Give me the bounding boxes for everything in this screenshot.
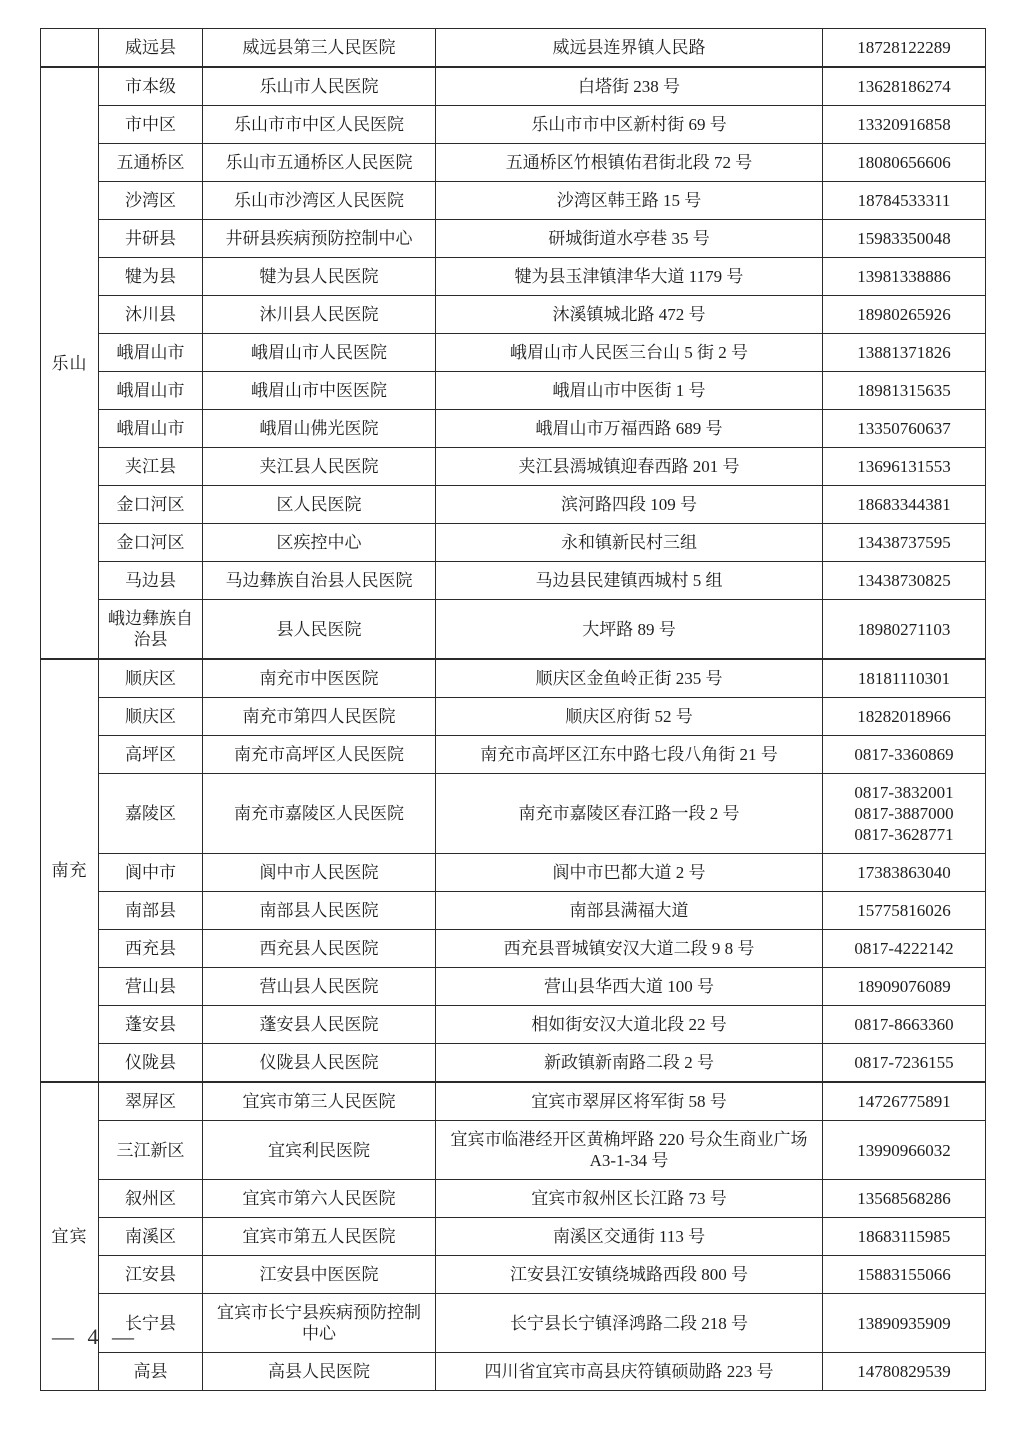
phone-cell [823, 1044, 986, 1083]
phone-number: 0817-4222142 [854, 939, 954, 958]
phone-cell [823, 562, 986, 600]
phone-cell [823, 296, 986, 334]
facility-cell: 南充市高坪区人民医院 [203, 736, 436, 774]
table-row [41, 106, 986, 144]
district-cell: 叙州区 [99, 1180, 203, 1218]
phone-cell [823, 182, 986, 220]
district-cell: 马边县 [99, 562, 203, 600]
phone-cell [823, 1082, 986, 1121]
table-row [41, 930, 986, 968]
phone-cell [823, 334, 986, 372]
district-cell: 三江新区 [99, 1121, 203, 1180]
phone-cell [823, 698, 986, 736]
address-cell: 滨河路四段 109 号 [436, 486, 823, 524]
address-cell: 犍为县玉津镇津华大道 1179 号 [436, 258, 823, 296]
district-cell: 市本级 [99, 67, 203, 106]
facility-cell: 江安县中医医院 [203, 1256, 436, 1294]
table-row [41, 410, 986, 448]
phone-number: 18980265926 [857, 305, 951, 324]
phone-number: 13628186274 [857, 77, 951, 96]
address-cell: 相如街安汉大道北段 22 号 [436, 1006, 823, 1044]
table-row [41, 736, 986, 774]
district-cell: 高坪区 [99, 736, 203, 774]
address-cell: 峨眉山市万福西路 689 号 [436, 410, 823, 448]
facility-cell: 营山县人民医院 [203, 968, 436, 1006]
district-cell: 夹江县 [99, 448, 203, 486]
phone-cell [823, 410, 986, 448]
phone-number: 13890935909 [857, 1313, 951, 1333]
table-row [41, 1294, 986, 1353]
district-cell: 阆中市 [99, 854, 203, 892]
address-cell: 峨眉山市中医街 1 号 [436, 372, 823, 410]
phone-number: 15983350048 [857, 229, 951, 248]
address-cell: 四川省宜宾市高县庆符镇硕勋路 223 号 [436, 1353, 823, 1391]
address-cell: 夹江县漹城镇迎春西路 201 号 [436, 448, 823, 486]
address-cell: 五通桥区竹根镇佑君街北段 72 号 [436, 144, 823, 182]
district-cell: 峨眉山市 [99, 334, 203, 372]
district-cell: 沐川县 [99, 296, 203, 334]
phone-cell [823, 659, 986, 698]
table-row [41, 296, 986, 334]
phone-cell [823, 600, 986, 660]
phone-number: 13990966032 [857, 1140, 951, 1160]
table-row [41, 258, 986, 296]
address-cell: 南溪区交通街 113 号 [436, 1218, 823, 1256]
phone-cell [823, 774, 986, 854]
facility-cell: 峨眉山市中医医院 [203, 372, 436, 410]
address-cell: 南充市嘉陵区春江路一段 2 号 [436, 774, 823, 854]
phone-cell [823, 448, 986, 486]
district-cell: 金口河区 [99, 486, 203, 524]
address-cell: 沐溪镇城北路 472 号 [436, 296, 823, 334]
phone-number: 13438730825 [857, 571, 951, 590]
district-cell: 高县 [99, 1353, 203, 1391]
facility-cell: 乐山市沙湾区人民医院 [203, 182, 436, 220]
phone-number: 0817-3360869 [854, 745, 954, 764]
facility-cell: 犍为县人民医院 [203, 258, 436, 296]
phone-cell [823, 892, 986, 930]
facility-table [40, 28, 986, 1391]
phone-number: 13350760637 [857, 419, 951, 438]
address-cell: 威远县连界镇人民路 [436, 29, 823, 68]
table-row [41, 774, 986, 854]
district-cell: 南部县 [99, 892, 203, 930]
phone-number: 0817-3832001 [854, 783, 954, 802]
facility-cell: 南充市第四人民医院 [203, 698, 436, 736]
address-cell: 营山县华西大道 100 号 [436, 968, 823, 1006]
facility-cell: 西充县人民医院 [203, 930, 436, 968]
table-row [41, 1044, 986, 1083]
district-cell: 西充县 [99, 930, 203, 968]
district-cell: 峨边彝族自治县 [99, 600, 203, 660]
phone-number: 0817-3628771 [854, 825, 954, 844]
phone-number: 14780829539 [857, 1362, 951, 1381]
phone-number: 0817-7236155 [854, 1053, 954, 1072]
phone-cell [823, 854, 986, 892]
table-row [41, 1218, 986, 1256]
phone-number: 15883155066 [857, 1265, 951, 1284]
phone-number: 18981315635 [857, 381, 951, 400]
table-row [41, 67, 986, 106]
phone-number: 13320916858 [857, 115, 951, 134]
phone-number: 13696131553 [857, 457, 951, 476]
district-cell: 翠屏区 [99, 1082, 203, 1121]
address-cell: 江安县江安镇绕城路西段 800 号 [436, 1256, 823, 1294]
facility-cell: 乐山市人民医院 [203, 67, 436, 106]
facility-cell: 区人民医院 [203, 486, 436, 524]
address-cell: 沙湾区韩王路 15 号 [436, 182, 823, 220]
phone-number: 18080656606 [857, 153, 951, 172]
region-cell: 宜宾 [41, 1082, 99, 1391]
address-cell: 永和镇新民村三组 [436, 524, 823, 562]
district-cell: 井研县 [99, 220, 203, 258]
facility-cell: 宜宾市第三人民医院 [203, 1082, 436, 1121]
region-cell: 乐山 [41, 67, 99, 659]
address-cell: 顺庆区金鱼岭正街 235 号 [436, 659, 823, 698]
phone-cell [823, 1218, 986, 1256]
table-row [41, 372, 986, 410]
district-cell: 江安县 [99, 1256, 203, 1294]
facility-cell: 高县人民医院 [203, 1353, 436, 1391]
address-cell: 西充县晋城镇安汉大道二段 9 8 号 [436, 930, 823, 968]
facility-cell: 宜宾市第五人民医院 [203, 1218, 436, 1256]
district-cell: 蓬安县 [99, 1006, 203, 1044]
address-cell: 马边县民建镇西城村 5 组 [436, 562, 823, 600]
phone-number: 18181110301 [857, 669, 951, 688]
address-cell: 宜宾市叙州区长江路 73 号 [436, 1180, 823, 1218]
district-cell: 嘉陵区 [99, 774, 203, 854]
phone-number: 14726775891 [857, 1092, 951, 1111]
table-row [41, 144, 986, 182]
district-cell: 犍为县 [99, 258, 203, 296]
phone-number: 18980271103 [857, 619, 951, 639]
table-row [41, 334, 986, 372]
address-cell: 宜宾市临港经开区黄桷坪路 220 号众生商业广场 A3-1-34 号 [436, 1121, 823, 1180]
phone-number: 18282018966 [857, 707, 951, 726]
phone-number: 0817-8663360 [854, 1015, 954, 1034]
phone-number: 18683115985 [857, 1227, 951, 1246]
phone-number: 18909076089 [857, 977, 951, 996]
address-cell: 白塔街 238 号 [436, 67, 823, 106]
phone-number: 17383863040 [857, 863, 951, 882]
phone-number: 15775816026 [857, 901, 951, 920]
page-number: — 4 — [52, 1324, 138, 1349]
facility-cell: 井研县疾病预防控制中心 [203, 220, 436, 258]
facility-cell: 区疾控中心 [203, 524, 436, 562]
facility-cell: 夹江县人民医院 [203, 448, 436, 486]
phone-cell [823, 258, 986, 296]
phone-cell [823, 930, 986, 968]
address-cell: 大坪路 89 号 [436, 600, 823, 660]
district-cell: 五通桥区 [99, 144, 203, 182]
address-cell: 南部县满福大道 [436, 892, 823, 930]
phone-number: 18683344381 [857, 495, 951, 514]
facility-cell: 县人民医院 [203, 600, 436, 660]
facility-cell: 南部县人民医院 [203, 892, 436, 930]
phone-cell [823, 67, 986, 106]
district-cell: 营山县 [99, 968, 203, 1006]
table-row [41, 659, 986, 698]
phone-cell [823, 1180, 986, 1218]
address-cell: 顺庆区府街 52 号 [436, 698, 823, 736]
phone-cell [823, 486, 986, 524]
table-row [41, 486, 986, 524]
district-cell: 顺庆区 [99, 659, 203, 698]
phone-cell [823, 220, 986, 258]
table-row [41, 220, 986, 258]
phone-cell [823, 106, 986, 144]
table-row [41, 854, 986, 892]
facility-cell: 峨眉山市人民医院 [203, 334, 436, 372]
table-row [41, 892, 986, 930]
phone-number: 13568568286 [857, 1189, 951, 1208]
phone-number: 18728122289 [857, 38, 951, 57]
table-row [41, 698, 986, 736]
phone-cell [823, 1353, 986, 1391]
facility-cell: 威远县第三人民医院 [203, 29, 436, 68]
district-cell: 威远县 [99, 29, 203, 68]
phone-cell [823, 29, 986, 68]
phone-cell [823, 1256, 986, 1294]
phone-number: 0817-3887000 [854, 804, 954, 823]
address-cell: 南充市高坪区江东中路七段八角街 21 号 [436, 736, 823, 774]
district-cell: 顺庆区 [99, 698, 203, 736]
phone-number: 13438737595 [857, 533, 951, 552]
table-row [41, 29, 986, 68]
table-row [41, 1082, 986, 1121]
district-cell: 长宁县 [99, 1294, 203, 1353]
phone-cell [823, 144, 986, 182]
facility-cell: 宜宾利民医院 [203, 1121, 436, 1180]
table-row [41, 562, 986, 600]
phone-cell [823, 1006, 986, 1044]
phone-cell [823, 1121, 986, 1180]
address-cell: 新政镇新南路二段 2 号 [436, 1044, 823, 1083]
district-cell: 仪陇县 [99, 1044, 203, 1083]
district-cell: 沙湾区 [99, 182, 203, 220]
table-row [41, 1006, 986, 1044]
facility-cell: 峨眉山佛光医院 [203, 410, 436, 448]
table-row [41, 524, 986, 562]
district-cell: 峨眉山市 [99, 372, 203, 410]
phone-number: 13881371826 [857, 343, 951, 362]
phone-number: 18784533311 [857, 191, 951, 210]
facility-cell: 南充市中医医院 [203, 659, 436, 698]
table-row [41, 1180, 986, 1218]
facility-cell: 沐川县人民医院 [203, 296, 436, 334]
phone-cell [823, 736, 986, 774]
region-cell [41, 29, 99, 68]
address-cell: 研城街道水亭巷 35 号 [436, 220, 823, 258]
facility-cell: 阆中市人民医院 [203, 854, 436, 892]
table-row [41, 1353, 986, 1391]
facility-cell: 宜宾市长宁县疾病预防控制中心 [203, 1294, 436, 1353]
district-cell: 市中区 [99, 106, 203, 144]
district-cell: 金口河区 [99, 524, 203, 562]
phone-cell [823, 524, 986, 562]
table-row [41, 1121, 986, 1180]
phone-cell [823, 1294, 986, 1353]
facility-table-body [41, 29, 986, 1391]
address-cell: 长宁县长宁镇泽鸿路二段 218 号 [436, 1294, 823, 1353]
facility-cell: 乐山市市中区人民医院 [203, 106, 436, 144]
table-row [41, 1256, 986, 1294]
table-row [41, 968, 986, 1006]
region-cell: 南充 [41, 659, 99, 1082]
facility-cell: 蓬安县人民医院 [203, 1006, 436, 1044]
facility-cell: 马边彝族自治县人民医院 [203, 562, 436, 600]
address-cell: 乐山市市中区新村街 69 号 [436, 106, 823, 144]
district-cell: 峨眉山市 [99, 410, 203, 448]
table-row [41, 182, 986, 220]
table-row [41, 448, 986, 486]
address-cell: 峨眉山市人民医三台山 5 街 2 号 [436, 334, 823, 372]
facility-cell: 乐山市五通桥区人民医院 [203, 144, 436, 182]
address-cell: 宜宾市翠屏区将军街 58 号 [436, 1082, 823, 1121]
address-cell: 阆中市巴都大道 2 号 [436, 854, 823, 892]
table-row [41, 600, 986, 660]
facility-cell: 仪陇县人民医院 [203, 1044, 436, 1083]
district-cell: 南溪区 [99, 1218, 203, 1256]
phone-number: 13981338886 [857, 267, 951, 286]
phone-cell [823, 968, 986, 1006]
phone-cell [823, 372, 986, 410]
facility-cell: 宜宾市第六人民医院 [203, 1180, 436, 1218]
facility-cell: 南充市嘉陵区人民医院 [203, 774, 436, 854]
